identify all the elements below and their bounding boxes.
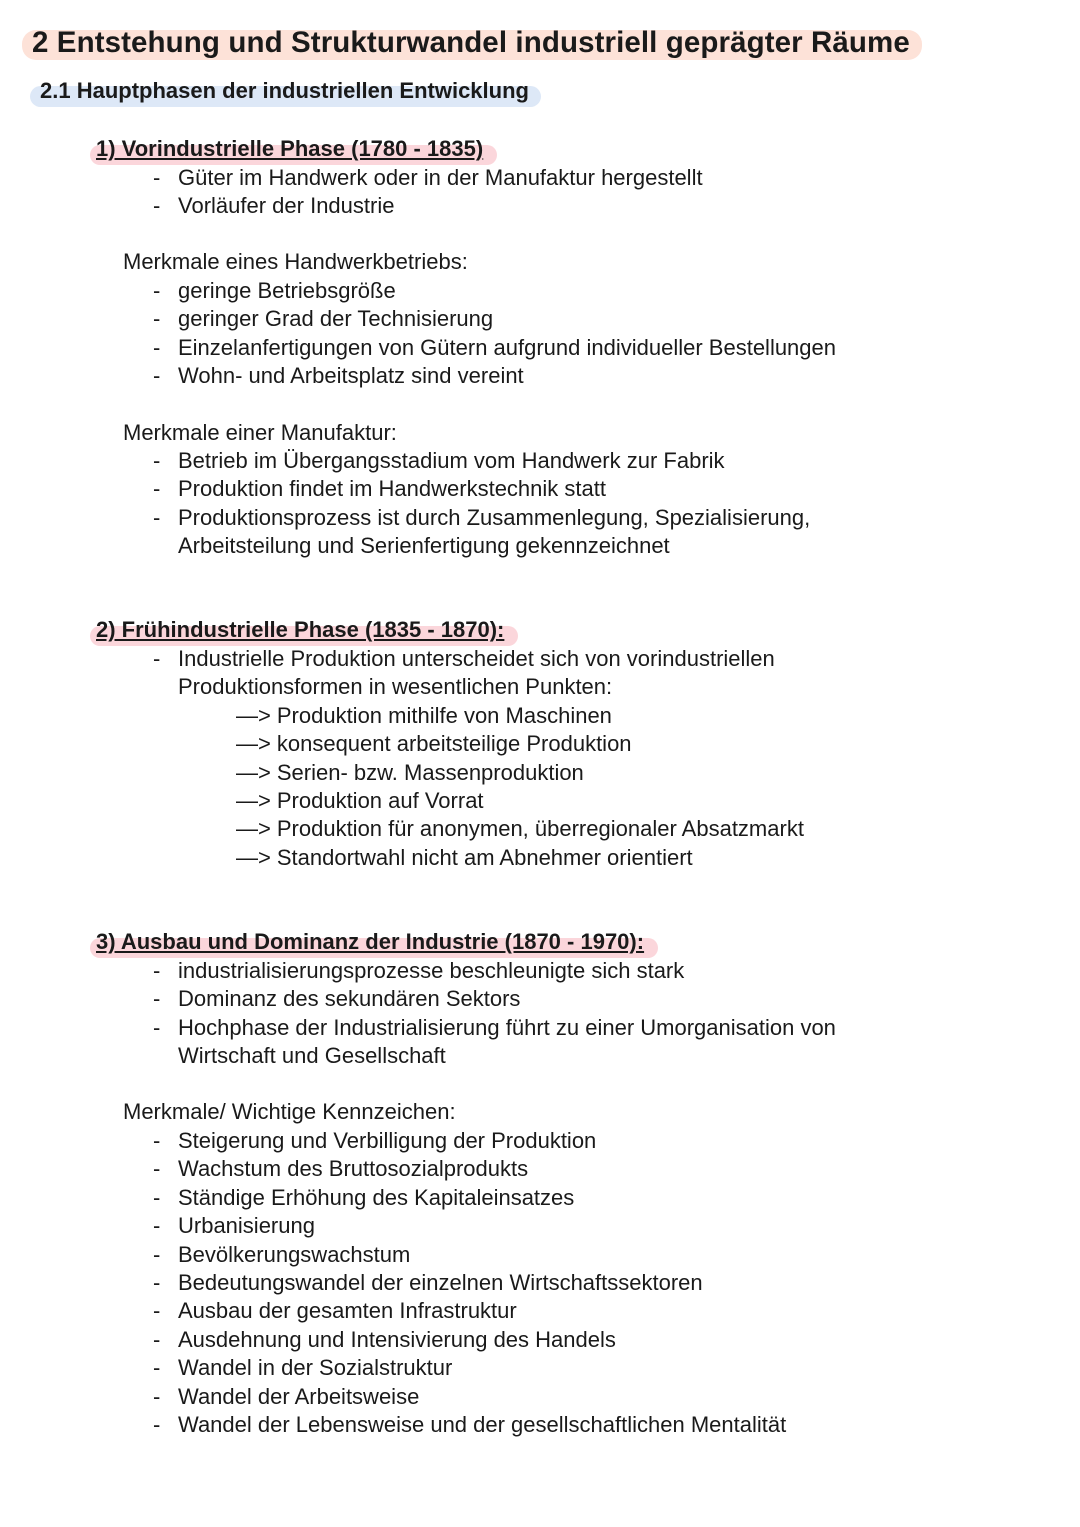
list-item-line: Produktionsprozess ist durch Zusammenlegung, Spezialisierung, [178, 504, 811, 530]
section-subtitle: 2.1 Hauptphasen der industriellen Entwicklung [40, 78, 529, 103]
list-item: - Produktion findet im Handwerkstechnik statt [150, 475, 810, 503]
phase1-bullets [150, 164, 703, 221]
phase2-bullets [150, 645, 804, 872]
arrow-item: —> Produktion auf Vorrat [236, 788, 484, 814]
list-item-line: Hochphase der Industrialisierung führt zu einer Umorganisation von [178, 1014, 836, 1040]
list-item: - Urbanisierung [150, 1212, 786, 1240]
list-item: - Güter im Handwerk oder in der Manufaktur hergestellt [150, 164, 703, 192]
list-item: - Wandel der Lebensweise und der gesellschaftlichen Mentalität [150, 1411, 786, 1439]
list-item-line: Arbeitsteilung und Serienfertigung gekennzeichnet [178, 533, 670, 559]
arrow-item: —> Produktion mithilfe von Maschinen [236, 702, 612, 728]
list-item [150, 504, 810, 561]
list-item: - geringe Betriebsgröße [150, 277, 836, 305]
list-item: - Wohn- und Arbeitsplatz sind vereint [150, 362, 836, 390]
list-item: - Wandel in der Sozialstruktur [150, 1354, 786, 1382]
list-item-line: Produktionsformen in wesentlichen Punkten: [178, 674, 613, 700]
phase3-heading: 3) Ausbau und Dominanz der Industrie (1870 - 1970): [96, 929, 645, 954]
list-item: - Ständige Erhöhung des Kapitaleinsatzes [150, 1184, 786, 1212]
list-item: - Ausdehnung und Intensivierung des Handels [150, 1326, 786, 1354]
merkmale-list [150, 1127, 786, 1439]
arrow-icon: —> [236, 788, 271, 814]
list-item: - geringer Grad der Technisierung [150, 305, 836, 333]
arrow-icon: —> [236, 844, 271, 870]
phase2-heading: 2) Frühindustrielle Phase (1835 - 1870): [96, 617, 505, 642]
merkmale-label: Merkmale/ Wichtige Kennzeichen: [123, 1099, 456, 1124]
phase1-heading: 1) Vorindustrielle Phase (1780 - 1835) [96, 136, 484, 161]
list-item: - Ausbau der gesamten Infrastruktur [150, 1297, 786, 1325]
arrow-item: —> konsequent arbeitsteilige Produktion [236, 731, 632, 757]
arrow-list [236, 702, 804, 872]
arrow-icon: —> [236, 816, 271, 842]
handwerk-list [150, 277, 836, 391]
list-item-line: Industrielle Produktion unterscheidet sich von vorindustriellen [178, 646, 775, 671]
list-item [150, 1014, 836, 1071]
list-item [150, 645, 804, 872]
list-item: - Wachstum des Bruttosozialprodukts [150, 1155, 786, 1183]
phase3-bullets [150, 957, 836, 1071]
list-item: - Wandel der Arbeitsweise [150, 1383, 786, 1411]
manufaktur-list [150, 447, 810, 561]
page-title: 2 Entstehung und Strukturwandel industriell geprägter Räume [32, 26, 910, 59]
arrow-item: —> Produktion für anonymen, überregionaler Absatzmarkt [236, 816, 804, 842]
arrow-item: —> Standortwahl nicht am Abnehmer orientiert [236, 844, 693, 870]
list-item: - Betrieb im Übergangsstadium vom Handwerk zur Fabrik [150, 447, 810, 475]
arrow-item: —> Serien- bzw. Massenproduktion [236, 759, 584, 785]
list-item: - Dominanz des sekundären Sektors [150, 985, 836, 1013]
list-item: - Bevölkerungswachstum [150, 1241, 786, 1269]
list-item: - Vorläufer der Industrie [150, 192, 703, 220]
list-item: - industrialisierungsprozesse beschleunigte sich stark [150, 957, 836, 985]
list-item-line: Wirtschaft und Gesellschaft [178, 1043, 446, 1069]
handwerk-label: Merkmale eines Handwerkbetriebs: [123, 249, 468, 274]
manufaktur-label: Merkmale einer Manufaktur: [123, 420, 397, 445]
list-item: - Steigerung und Verbilligung der Produktion [150, 1127, 786, 1155]
arrow-icon: —> [236, 702, 271, 728]
arrow-icon: —> [236, 731, 271, 757]
list-item: - Einzelanfertigungen von Gütern aufgrund individueller Bestellungen [150, 334, 836, 362]
list-item: - Bedeutungswandel der einzelnen Wirtschaftssektoren [150, 1269, 786, 1297]
arrow-icon: —> [236, 759, 271, 785]
